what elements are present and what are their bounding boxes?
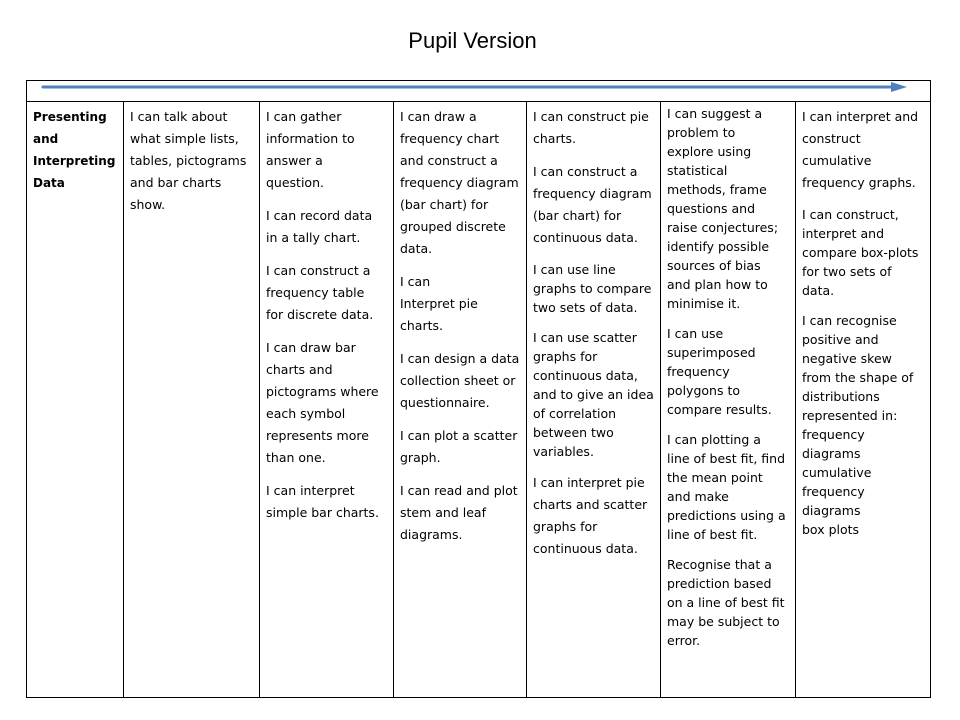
statement: I can plot a scatter graph. xyxy=(400,428,518,465)
statement: I can construct, interpret and compare box-plots for two sets of data. xyxy=(802,207,919,298)
statement: I can read and plot stem and leaf diagrams. xyxy=(400,483,518,542)
statement: Recognise that a prediction based on a line of best fit may be subject to error. xyxy=(667,557,785,648)
statement: I can plotting a line of best fit, find the mean point and make predictions using a line of best fit. xyxy=(667,432,786,542)
statement: I can suggest a problem to explore using statistical methods, frame questions and raise conjectures; identify possible sources of bias and plan how to minimise it. xyxy=(667,106,779,311)
statement: I can interpret simple bar charts. xyxy=(266,483,379,520)
statement: I can Interpret pie charts. xyxy=(400,274,478,333)
statement: I can use superimposed frequency polygons to compare results. xyxy=(667,326,772,417)
statement: I can gather information to answer a question. xyxy=(266,109,355,190)
columns-container xyxy=(27,101,930,697)
level-column-4 xyxy=(527,101,661,697)
statement: I can use line graphs to compare two sets of data. xyxy=(533,262,652,315)
progression-arrow-icon xyxy=(27,81,930,101)
statement: I can use scatter graphs for continuous data, and to give an idea of correlation between two variables. xyxy=(533,330,654,459)
statement: I can recognise positive and negative skew from the shape of distributions represented in: frequency diagrams cumulative frequency diagrams box plots xyxy=(802,313,914,537)
statement: I can interpret and construct cumulative frequency graphs. xyxy=(802,109,919,190)
statement: I can construct a frequency diagram (bar chart) for continuous data. xyxy=(533,164,652,245)
statement: I can draw a frequency chart and construct a frequency diagram (bar chart) for grouped discrete data. xyxy=(400,109,519,256)
level-column-1 xyxy=(124,101,260,697)
topic-label: Presenting and Interpreting Data xyxy=(33,110,116,190)
progression-arrow-row xyxy=(27,81,930,102)
statement: I can record data in a tally chart. xyxy=(266,208,373,245)
statement: I can construct pie charts. xyxy=(533,109,649,146)
topic-cell xyxy=(27,101,124,697)
level-column-6 xyxy=(796,101,930,697)
statement: I can construct a frequency table for discrete data. xyxy=(266,263,374,322)
level-column-5 xyxy=(661,101,796,697)
statement: I can draw bar charts and pictograms where each symbol represents more than one. xyxy=(266,340,379,465)
level-column-2 xyxy=(260,101,394,697)
page-title: Pupil Version xyxy=(408,28,537,53)
level-column-3 xyxy=(394,101,527,697)
statement: I can talk about what simple lists, tables, pictograms and bar charts show. xyxy=(130,109,247,212)
statement: I can design a data collection sheet or questionnaire. xyxy=(400,351,520,410)
statement: I can interpret pie charts and scatter graphs for continuous data. xyxy=(533,475,648,556)
attainment-grid xyxy=(26,80,931,698)
